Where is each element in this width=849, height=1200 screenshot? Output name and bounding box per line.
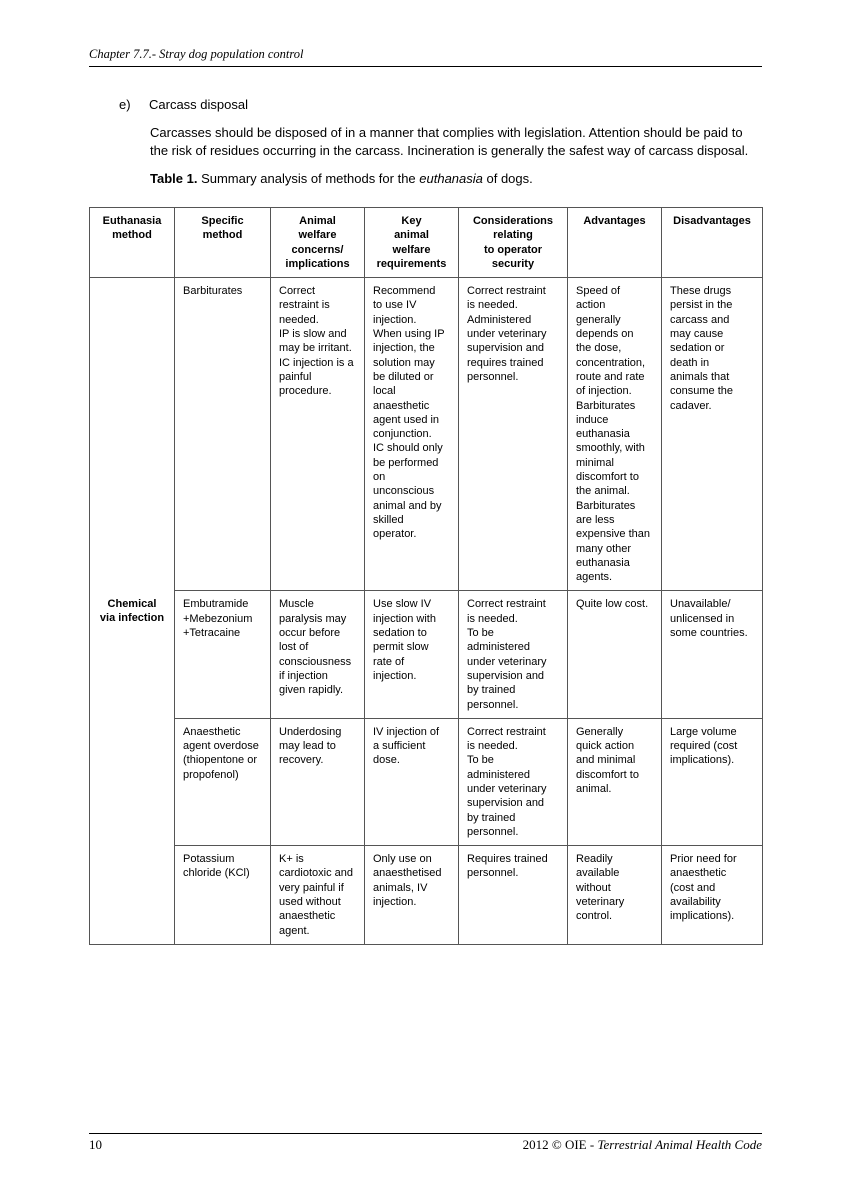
section-number: e) <box>119 97 131 112</box>
euthanasia-summary-table <box>89 207 763 945</box>
concerns-cell: Correct restraint is needed. IP is slow and may be irritant. IC injection is a painful procedure. <box>271 278 365 591</box>
specific-cell: Embutramide +Mebezonium +Tetracaine <box>175 591 271 718</box>
section-paragraph: Carcasses should be disposed of in a manner that complies with legislation. Attention should be paid to the risk of residues occurring in the carcass. Incineration is generally the safest way of carcass disposal. <box>150 125 749 158</box>
disadvantages-cell: Prior need for anaesthetic (cost and availability implications). <box>662 846 763 945</box>
table-row <box>90 846 763 945</box>
table-caption-end: of dogs. <box>482 171 533 186</box>
concerns-cell: Underdosing may lead to recovery. <box>271 718 365 845</box>
table-caption <box>150 170 762 188</box>
header-welfare-requirements: Key animal welfare requirements <box>365 208 459 278</box>
table-row <box>90 591 763 718</box>
operator-cell: Correct restraint is needed. To be administered under veterinary supervision and by trained personnel. <box>459 718 568 845</box>
table-row <box>90 718 763 845</box>
advantages-cell: Generally quick action and minimal discomfort to animal. <box>568 718 662 845</box>
page-number: 10 <box>89 1137 102 1152</box>
running-header <box>89 47 762 67</box>
concerns-cell: K+ is cardiotoxic and very painful if used without anaesthetic agent. <box>271 846 365 945</box>
disadvantages-cell: These drugs persist in the carcass and may cause sedation or death in animals that consume the cadaver. <box>662 278 763 591</box>
header-advantages: Advantages <box>568 208 662 278</box>
operator-cell: Correct restraint is needed. Administered under veterinary supervision and requires trained personnel. <box>459 278 568 591</box>
operator-cell: Requires trained personnel. <box>459 846 568 945</box>
footer-publication <box>523 1137 762 1153</box>
operator-cell: Correct restraint is needed. To be administered under veterinary supervision and by trained personnel. <box>459 591 568 718</box>
disadvantages-cell: Unavailable/ unlicensed in some countries. <box>662 591 763 718</box>
footer-publication-title: Terrestrial Animal Health Code <box>597 1137 762 1152</box>
header-disadvantages: Disadvantages <box>662 208 763 278</box>
page-footer <box>89 1133 762 1153</box>
requirements-cell: IV injection of a sufficient dose. <box>365 718 459 845</box>
header-operator-security: Considerations relating to operator security <box>459 208 568 278</box>
specific-cell: Barbiturates <box>175 278 271 591</box>
advantages-cell: Quite low cost. <box>568 591 662 718</box>
table-header-row <box>90 208 763 278</box>
advantages-cell: Speed of action generally depends on the dose, concentration, route and rate of injection. Barbiturates induce euthanasia smoothly, with minimal discomfort to the animal. Barbiturates are less expensive than many other euthanasia agents. <box>568 278 662 591</box>
header-euthanasia-method: Euthanasia method <box>90 208 175 278</box>
requirements-cell: Only use on anaesthetised animals, IV injection. <box>365 846 459 945</box>
specific-cell: Anaesthetic agent overdose (thiopentone or propofenol) <box>175 718 271 845</box>
table-caption-italic: euthanasia <box>419 171 483 186</box>
requirements-cell: Use slow IV injection with sedation to permit slow rate of injection. <box>365 591 459 718</box>
table-caption-label: Table 1. <box>150 171 198 186</box>
concerns-cell: Muscle paralysis may occur before lost of consciousness if injection given rapidly. <box>271 591 365 718</box>
table-caption-text: Summary analysis of methods for the <box>197 171 420 186</box>
section-title: Carcass disposal <box>149 97 248 112</box>
table-row <box>90 278 763 591</box>
section-heading <box>89 96 762 114</box>
chapter-title: Chapter 7.7.- Stray dog population control <box>89 47 304 61</box>
method-cell: Chemical via infection <box>90 278 175 945</box>
section-content <box>89 96 762 188</box>
requirements-cell: Recommend to use IV injection. When using IP injection, the solution may be diluted or local anaesthetic agent used in conjunction. IC should only be performed on unconscious animal and by skilled operator. <box>365 278 459 591</box>
specific-cell: Potassium chloride (KCl) <box>175 846 271 945</box>
advantages-cell: Readily available without veterinary control. <box>568 846 662 945</box>
disadvantages-cell: Large volume required (cost implications). <box>662 718 763 845</box>
header-specific-method: Specific method <box>175 208 271 278</box>
footer-copyright: 2012 © OIE - <box>522 1137 598 1152</box>
header-welfare-concerns: Animal welfare concerns/ implications <box>271 208 365 278</box>
